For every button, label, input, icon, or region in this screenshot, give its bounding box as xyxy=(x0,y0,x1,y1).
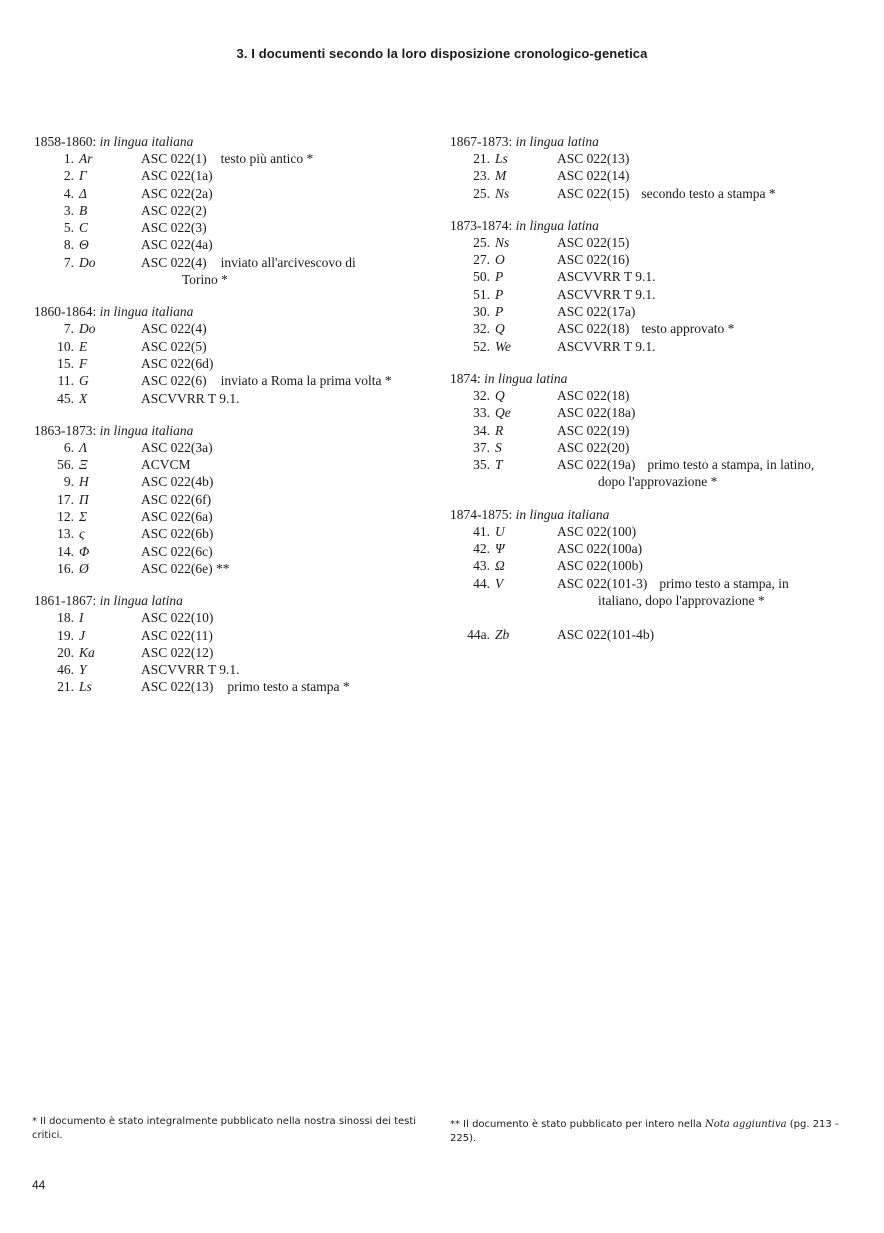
entry-siglum: H xyxy=(79,474,89,490)
document-entry xyxy=(450,626,860,643)
entry-document xyxy=(557,523,860,540)
entry-number: 15. xyxy=(57,355,74,371)
entry-document xyxy=(557,303,860,320)
entry-siglum: Qe xyxy=(495,405,511,421)
entry-document xyxy=(557,439,860,456)
archive-code: ASC 022(4) xyxy=(141,321,207,337)
document-entry xyxy=(450,422,860,439)
archive-code: ASCVVRR T 9.1. xyxy=(141,662,240,678)
footnote-pages: (pg. 213 - 225). xyxy=(450,1119,839,1144)
archive-code: ASC 022(11) xyxy=(141,627,213,643)
document-entry xyxy=(450,167,860,184)
document-entry xyxy=(450,456,860,491)
archive-code: ASC 022(101-4b) xyxy=(557,627,655,643)
entry-siglum: R xyxy=(495,422,504,438)
entry-document xyxy=(557,167,860,184)
entry-number: 25. xyxy=(473,185,490,201)
document-entry xyxy=(450,523,860,540)
entry-number: 34. xyxy=(473,422,490,438)
entry-number: 7. xyxy=(63,254,74,270)
archive-code: ASC 022(18) xyxy=(557,387,630,403)
entry-siglum: T xyxy=(495,457,503,473)
entry-number: 45. xyxy=(57,390,74,406)
entry-number: 25. xyxy=(473,234,490,250)
entry-note-continued: italiano, dopo l'approvazione * xyxy=(598,592,765,608)
document-entry xyxy=(34,456,444,473)
archive-code: ASC 022(17a) xyxy=(557,304,636,320)
archive-code: ASC 022(19) xyxy=(557,422,630,438)
entry-number: 13. xyxy=(57,526,74,542)
entry-number: 10. xyxy=(57,338,74,354)
entry-number: 6. xyxy=(63,439,74,455)
entry-siglum: P xyxy=(495,286,504,302)
entry-siglum: F xyxy=(79,355,88,371)
document-entry xyxy=(450,268,860,285)
entry-document xyxy=(557,404,860,421)
document-entry xyxy=(450,439,860,456)
document-entry xyxy=(34,473,444,490)
document-entry xyxy=(450,286,860,303)
entry-siglum: Zb xyxy=(495,627,510,643)
document-group xyxy=(34,303,444,406)
entry-document xyxy=(557,575,860,592)
document-entry xyxy=(450,404,860,421)
entry-number: 19. xyxy=(57,627,74,643)
group-dates: 1874: xyxy=(450,370,481,386)
entry-siglum: B xyxy=(79,202,88,218)
document-entry xyxy=(450,575,860,610)
document-entry xyxy=(450,540,860,557)
entry-siglum: V xyxy=(495,575,504,591)
entry-note-continued: dopo l'approvazione * xyxy=(598,474,718,490)
document-entry xyxy=(34,219,444,236)
entry-number: 44. xyxy=(473,575,490,591)
entry-number: 52. xyxy=(473,338,490,354)
group-heading xyxy=(450,506,860,523)
entry-document xyxy=(557,150,860,167)
entry-siglum: Γ xyxy=(79,168,87,184)
group-heading xyxy=(450,370,860,387)
entry-document xyxy=(557,251,860,268)
entry-document xyxy=(141,185,444,202)
archive-code: ASC 022(15) xyxy=(557,185,630,201)
entry-document xyxy=(557,185,860,202)
archive-code: ASC 022(5) xyxy=(141,338,207,354)
archive-code: ASC 022(4) xyxy=(141,254,207,270)
entry-number: 17. xyxy=(57,491,74,507)
entry-note: primo testo a stampa * xyxy=(227,679,350,695)
archive-code: ASC 022(14) xyxy=(557,168,630,184)
archive-code: ASC 022(101-3) xyxy=(557,575,648,591)
entry-document xyxy=(141,473,444,490)
group-language: in lingua latina xyxy=(484,370,568,386)
archive-code: ASC 022(6b) xyxy=(141,526,214,542)
archive-code: ASC 022(6c) xyxy=(141,543,213,559)
group-heading xyxy=(34,133,444,150)
entry-number: 27. xyxy=(473,252,490,268)
entry-document xyxy=(557,268,860,285)
group-heading xyxy=(34,422,444,439)
entry-document xyxy=(557,387,860,404)
entry-siglum: Δ xyxy=(79,185,87,201)
archive-code: ASC 022(10) xyxy=(141,610,214,626)
entry-number: 37. xyxy=(473,439,490,455)
entry-document xyxy=(557,540,860,557)
archive-code: ASC 022(1) xyxy=(141,151,207,166)
footnote-text: ** Il documento è stato pubblicato per intero nella xyxy=(450,1119,705,1130)
document-entry xyxy=(450,387,860,404)
entry-siglum: P xyxy=(495,269,504,285)
entry-document xyxy=(557,422,860,439)
document-entry xyxy=(34,338,444,355)
page-number: 44 xyxy=(32,1178,46,1192)
entry-document xyxy=(141,508,444,525)
entry-document xyxy=(141,372,444,389)
entry-note: primo testo a stampa, in xyxy=(659,575,789,591)
document-group xyxy=(450,133,860,202)
entry-number: 50. xyxy=(473,269,490,285)
document-entry xyxy=(450,320,860,337)
entry-siglum: J xyxy=(79,627,85,643)
document-entry xyxy=(450,234,860,251)
archive-code: ASC 022(3a) xyxy=(141,439,213,455)
document-entry xyxy=(34,167,444,184)
archive-code: ASC 022(18a) xyxy=(557,405,636,421)
entry-document xyxy=(141,644,444,661)
entry-document xyxy=(141,456,444,473)
document-entry xyxy=(450,251,860,268)
entry-siglum: P xyxy=(495,304,504,320)
document-group xyxy=(450,370,860,491)
entry-siglum: X xyxy=(79,390,88,406)
entry-number: 14. xyxy=(57,543,74,559)
entry-number: 35. xyxy=(473,457,490,473)
entry-document xyxy=(557,320,860,337)
document-entry xyxy=(34,508,444,525)
group-language: in lingua italiana xyxy=(515,506,610,522)
group-language: in lingua latina xyxy=(515,134,599,149)
entry-siglum: Do xyxy=(79,321,96,337)
document-entry xyxy=(450,150,860,167)
entry-siglum: I xyxy=(79,610,84,626)
archive-code: ASCVVRR T 9.1. xyxy=(557,338,656,354)
archive-code: ASC 022(12) xyxy=(141,644,214,660)
archive-code: ASC 022(2) xyxy=(141,202,207,218)
archive-code: ASC 022(13) xyxy=(141,679,214,695)
document-entry xyxy=(34,390,444,407)
entry-number: 20. xyxy=(57,644,74,660)
entry-siglum: Ar xyxy=(79,151,93,166)
entry-document xyxy=(141,439,444,456)
document-entry xyxy=(450,185,860,202)
entry-number: 2. xyxy=(63,168,74,184)
entry-document xyxy=(557,557,860,574)
entry-note-continued: Torino * xyxy=(182,272,228,288)
entry-siglum: O xyxy=(495,252,505,268)
entry-siglum: S xyxy=(495,439,502,455)
entry-document xyxy=(141,219,444,236)
entry-number: 5. xyxy=(63,220,74,236)
entry-siglum: Ø xyxy=(79,560,89,576)
entry-number: 51. xyxy=(473,286,490,302)
entry-siglum: Ls xyxy=(79,679,92,695)
entry-document xyxy=(141,525,444,542)
document-group xyxy=(34,592,444,695)
entry-siglum: Π xyxy=(79,491,89,507)
entry-siglum: Ω xyxy=(495,558,505,574)
archive-code: ASCVVRR T 9.1. xyxy=(557,269,656,285)
entry-number: 56. xyxy=(57,457,74,473)
entry-number: 16. xyxy=(57,560,74,576)
entry-number: 21. xyxy=(57,679,74,695)
entry-siglum: Λ xyxy=(79,439,88,455)
archive-code: ASCVVRR T 9.1. xyxy=(141,390,240,406)
entry-document xyxy=(557,626,860,643)
archive-code: ASC 022(16) xyxy=(557,252,630,268)
archive-code: ASC 022(13) xyxy=(557,151,630,166)
document-entry xyxy=(34,254,444,289)
entry-siglum: Q xyxy=(495,387,505,403)
left-column xyxy=(34,133,444,711)
document-entry xyxy=(34,320,444,337)
entry-number: 42. xyxy=(473,541,490,557)
entry-number: 33. xyxy=(473,405,490,421)
entry-document xyxy=(557,456,860,473)
entry-number: 8. xyxy=(63,237,74,253)
entry-document xyxy=(141,236,444,253)
entry-siglum: Q xyxy=(495,321,505,337)
entry-document xyxy=(141,338,444,355)
document-entry xyxy=(450,557,860,574)
document-entry xyxy=(34,372,444,389)
group-heading xyxy=(34,592,444,609)
entry-document xyxy=(141,167,444,184)
entry-document xyxy=(141,609,444,626)
group-dates: 1874-1875: xyxy=(450,506,513,522)
group-dates: 1858-1860: xyxy=(34,134,97,149)
document-entry xyxy=(34,150,444,167)
document-entry xyxy=(34,678,444,695)
entry-document xyxy=(141,491,444,508)
entry-siglum: Ka xyxy=(79,644,95,660)
entry-siglum: Y xyxy=(79,662,87,678)
entry-siglum: G xyxy=(79,373,89,389)
entry-note: secondo testo a stampa * xyxy=(641,185,776,201)
entry-document xyxy=(557,286,860,303)
archive-code: ACVCM xyxy=(141,457,191,473)
archive-code: ASC 022(6a) xyxy=(141,509,213,525)
entry-document xyxy=(557,234,860,251)
archive-code: ASC 022(20) xyxy=(557,439,630,455)
entry-note: primo testo a stampa, in latino, xyxy=(647,457,815,473)
document-entry xyxy=(34,543,444,560)
group-heading xyxy=(450,217,860,234)
entry-number: 4. xyxy=(63,185,74,201)
archive-code: ASC 022(18) xyxy=(557,321,630,337)
document-entry xyxy=(34,439,444,456)
entry-number: 41. xyxy=(473,523,490,539)
archive-code: ASC 022(2a) xyxy=(141,185,213,201)
group-language: in lingua latina xyxy=(99,593,183,609)
entry-number: 30. xyxy=(473,304,490,320)
document-entry xyxy=(34,491,444,508)
archive-code: ASC 022(19a) xyxy=(557,457,636,473)
archive-code: ASC 022(1a) xyxy=(141,168,213,184)
entry-document xyxy=(141,202,444,219)
group-heading xyxy=(34,303,444,320)
entry-siglum: C xyxy=(79,220,89,236)
archive-code: ASC 022(100b) xyxy=(557,558,643,574)
group-language: in lingua italiana xyxy=(99,422,194,438)
entry-number: 12. xyxy=(57,509,74,525)
document-group xyxy=(34,422,444,577)
entry-document xyxy=(141,678,444,695)
document-entry xyxy=(34,202,444,219)
entry-document xyxy=(141,355,444,372)
entry-siglum: E xyxy=(79,338,88,354)
entry-note: inviato a Roma la prima volta * xyxy=(220,373,392,389)
archive-code: ASC 022(6d) xyxy=(141,355,214,371)
entry-siglum: Ξ xyxy=(79,457,88,473)
entry-siglum: Ψ xyxy=(495,541,505,557)
entry-siglum: We xyxy=(495,338,511,354)
group-language: in lingua latina xyxy=(515,217,599,233)
entry-note: testo approvato * xyxy=(641,321,735,337)
entry-note: testo più antico * xyxy=(220,151,314,166)
page-title: 3. I documenti secondo la loro disposizione cronologico-genetica xyxy=(236,46,648,61)
entry-number: 9. xyxy=(63,474,74,490)
entry-siglum: M xyxy=(495,168,507,184)
entry-number: 3. xyxy=(63,202,74,218)
entry-siglum: Φ xyxy=(79,543,90,559)
document-entry xyxy=(34,355,444,372)
right-column xyxy=(450,133,860,659)
document-group xyxy=(450,217,860,355)
archive-code: ASC 022(100a) xyxy=(557,541,643,557)
group-dates: 1860-1864: xyxy=(34,304,97,320)
entry-document xyxy=(141,627,444,644)
document-entry xyxy=(34,609,444,626)
archive-code: ASC 022(6) xyxy=(141,373,207,389)
document-entry xyxy=(34,525,444,542)
group-dates: 1873-1874: xyxy=(450,217,513,233)
entry-document xyxy=(141,320,444,337)
entry-number: 46. xyxy=(57,662,74,678)
document-group xyxy=(450,506,860,644)
archive-code: ASC 022(6f) xyxy=(141,491,212,507)
entry-number: 23. xyxy=(473,168,490,184)
archive-code: ASC 022(100) xyxy=(557,523,637,539)
archive-code: ASC 022(4b) xyxy=(141,474,214,490)
document-entry xyxy=(450,303,860,320)
entry-number: 18. xyxy=(57,610,74,626)
entry-siglum: U xyxy=(495,523,505,539)
group-heading xyxy=(450,133,860,150)
entry-siglum: Do xyxy=(79,254,96,270)
footnote-italic-title: Nota aggiuntiva xyxy=(704,1119,787,1130)
entry-number: 11. xyxy=(57,373,74,389)
entry-number: 21. xyxy=(473,151,490,166)
archive-code: ASC 022(4a) xyxy=(141,237,213,253)
entry-siglum: Ns xyxy=(495,185,510,201)
footnote-single-asterisk: * Il documento è stato integralmente pubblicato nella nostra sinossi dei testi critici. xyxy=(32,1116,417,1141)
document-entry xyxy=(34,560,444,577)
entry-number: 44a. xyxy=(467,627,490,643)
archive-code: ASC 022(3) xyxy=(141,220,207,236)
entry-siglum: ς xyxy=(79,526,85,542)
document-entry xyxy=(34,644,444,661)
entry-number: 32. xyxy=(473,321,490,337)
archive-code: ASCVVRR T 9.1. xyxy=(557,286,656,302)
entry-siglum: Ns xyxy=(495,234,510,250)
group-dates: 1861-1867: xyxy=(34,593,97,609)
entry-document xyxy=(141,254,444,271)
entry-siglum: Ls xyxy=(495,151,508,166)
group-language: in lingua italiana xyxy=(99,304,194,320)
entry-siglum: Θ xyxy=(79,237,89,253)
blank-line xyxy=(450,609,860,626)
entry-number: 32. xyxy=(473,387,490,403)
document-entry xyxy=(450,338,860,355)
document-entry xyxy=(34,185,444,202)
entry-number: 1. xyxy=(63,151,74,166)
entry-number: 43. xyxy=(473,558,490,574)
group-dates: 1863-1873: xyxy=(34,422,97,438)
footnote-double-asterisk xyxy=(450,1118,860,1146)
entry-note: inviato all'arcivescovo di xyxy=(220,254,356,270)
entry-document xyxy=(141,150,444,167)
document-entry xyxy=(34,236,444,253)
group-language: in lingua italiana xyxy=(99,134,194,149)
archive-code: ASC 022(15) xyxy=(557,234,630,250)
archive-code: ASC 022(6e) ** xyxy=(141,560,230,576)
entry-document xyxy=(141,543,444,560)
group-dates: 1867-1873: xyxy=(450,134,513,149)
entry-document xyxy=(141,560,444,577)
document-entry xyxy=(34,627,444,644)
document-entry xyxy=(34,661,444,678)
entry-number: 7. xyxy=(63,321,74,337)
document-group xyxy=(34,133,444,288)
entry-siglum: Σ xyxy=(79,509,88,525)
entry-document xyxy=(141,390,444,407)
entry-document xyxy=(141,661,444,678)
entry-document xyxy=(557,338,860,355)
